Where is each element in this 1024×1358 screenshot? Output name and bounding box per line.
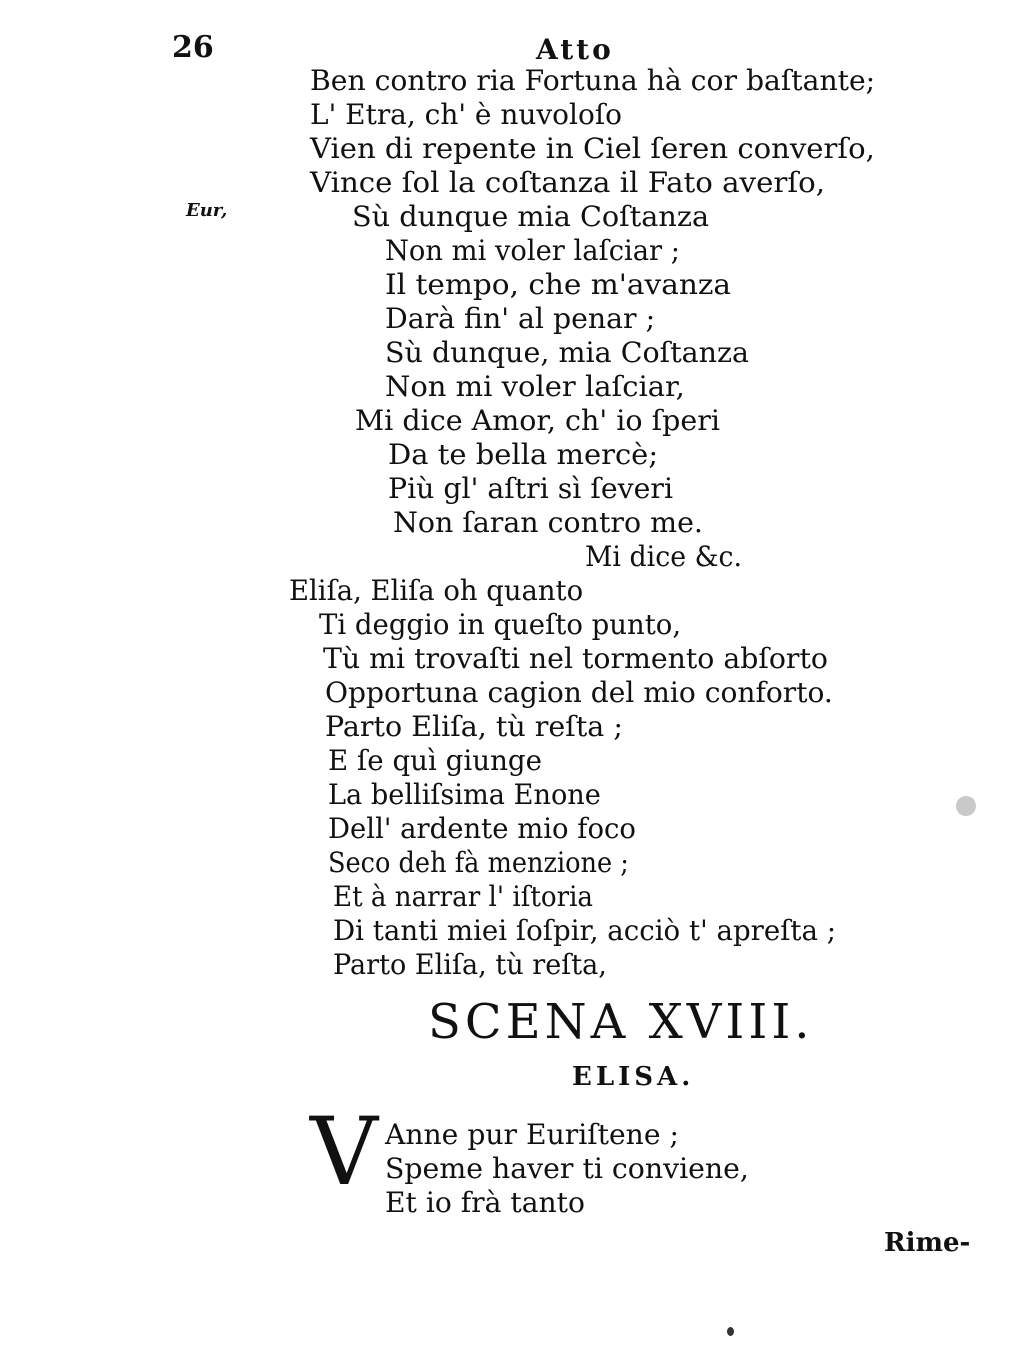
- scene-line: Anne pur Euriſtene ;: [385, 1118, 679, 1151]
- verse-line: La belliſsima Enone: [328, 778, 601, 811]
- scene-line: Et io frà tanto: [385, 1186, 585, 1219]
- scene-line: Speme haver ti conviene,: [385, 1152, 749, 1185]
- page-number: 26: [172, 30, 214, 65]
- verse-line: Ben contro ria Fortuna hà cor baſtante;: [310, 64, 876, 97]
- drop-cap: V: [310, 1098, 378, 1207]
- speaker-label: Eur,: [186, 200, 228, 221]
- verse-line: Sù dunque, mia Coſtanza: [385, 336, 750, 369]
- verse-line: Eliſa, Eliſa oh quanto: [289, 574, 584, 607]
- verse-line: Tù mi trovaſti nel tormento abſorto: [323, 642, 828, 675]
- verse-line: Parto Eliſa, tù reſta,: [333, 948, 607, 981]
- catchword: Rime-: [884, 1228, 971, 1258]
- verse-line: Parto Eliſa, tù reſta ;: [325, 710, 623, 743]
- verse-line: Mi dice Amor, ch' io ſperi: [355, 404, 720, 437]
- verse-line: Più gl' aſtri sì ſeveri: [388, 472, 674, 505]
- verse-line: Sù dunque mia Coſtanza: [352, 200, 710, 233]
- verse-line: Non ſaran contro me.: [393, 506, 703, 539]
- paper-blemish: [727, 1327, 734, 1336]
- verse-line: E ſe quì giunge: [328, 744, 543, 777]
- verse-line: Il tempo, che m'avanza: [385, 268, 732, 301]
- character-name: ELISA.: [572, 1062, 695, 1092]
- verse-line: Vien di repente in Ciel ſeren converſo,: [310, 132, 875, 165]
- verse-line: Opportuna cagion del mio conforto.: [325, 676, 833, 709]
- verse-line: Di tanti miei ſoſpir, acciò t' apreſta ;: [333, 914, 837, 947]
- verse-line: Seco deh fà menzione ;: [328, 846, 629, 879]
- verse-line: Ti deggio in queſto punto,: [319, 608, 682, 641]
- scene-title: SCENA XVIII.: [428, 994, 814, 1050]
- verse-line: Non mi voler laſciar ;: [385, 234, 680, 267]
- verse-line: Dell' ardente mio foco: [328, 812, 636, 845]
- verse-line: Da te bella mercè;: [388, 438, 659, 471]
- verse-line: Vince ſol la coſtanza il Fato averſo,: [310, 166, 826, 199]
- paper-blemish: [956, 796, 976, 816]
- verse-line: Et à narrar l' iſtoria: [333, 880, 594, 913]
- verse-line: Non mi voler laſciar,: [385, 370, 685, 403]
- verse-line: L' Etra, ch' è nuvoloſo: [310, 98, 623, 131]
- running-head: Atto: [536, 33, 614, 66]
- verse-line: Darà fin' al penar ;: [385, 302, 656, 335]
- verse-line: Mi dice &c.: [585, 540, 743, 573]
